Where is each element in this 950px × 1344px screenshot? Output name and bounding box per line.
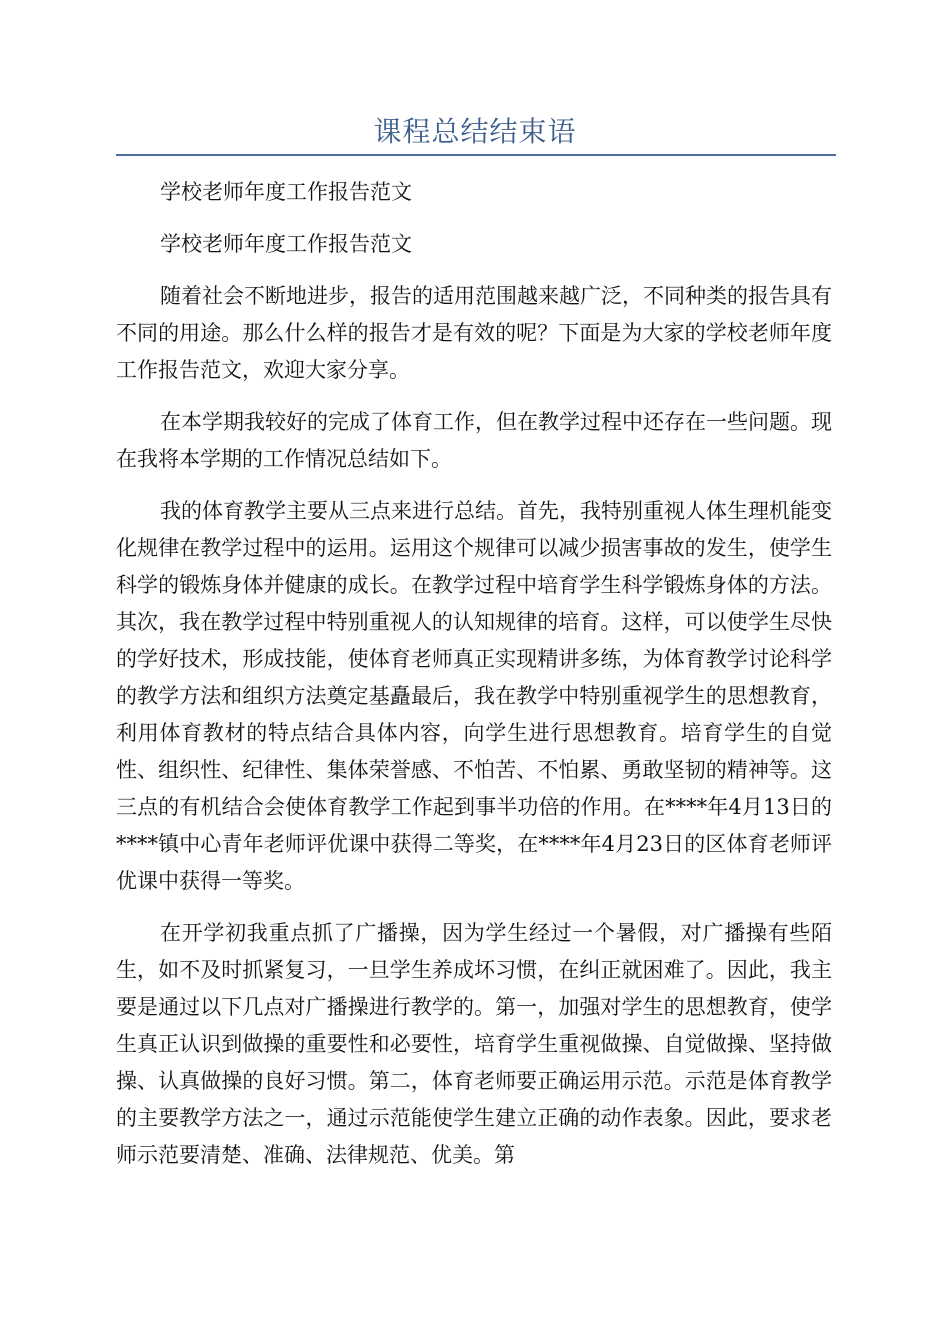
- document-title: 课程总结结束语: [373, 115, 577, 148]
- paragraph: 学校老师年度工作报告范文: [160, 232, 412, 256]
- paragraph: 学校老师年度工作报告范文: [160, 180, 412, 204]
- paragraph: 在本学期我较好的完成了体育工作，但在教学过程中还存在一些问题。现在我将本学期的工作情况总结如下。: [116, 410, 832, 471]
- paragraph: 在开学初我重点抓了广播操，因为学生经过一个暑假，对广播操有些陌生，如不及时抓紧复习，一旦学生养成坏习惯，在纠正就困难了。因此，我主要是通过以下几点对广播操进行教学的。第一，加强对学生的思想教育，使学生真正认识到做操的重要性和必要性，培育学生重视做操、自觉做操、坚持做操、认真做操的良好习惯。第二，体育老师要正确运用示范。示范是体育教学的主要教学方法之一，通过示范能使学生建立正确的动作表象。因此，要求老师示范要清楚、准确、法律规范、优美。第: [116, 921, 832, 1167]
- paragraph: 随着社会不断地进步，报告的适用范围越来越广泛，不同种类的报告具有不同的用途。那么什么样的报告才是有效的呢？下面是为大家的学校老师年度工作报告范文，欢迎大家分享。: [116, 284, 832, 382]
- document-body: [116, 174, 832, 1189]
- paragraph: 我的体育教学主要从三点来进行总结。首先，我特别重视人体生理机能变化规律在教学过程中的运用。运用这个规律可以减少损害事故的发生，使学生科学的锻炼身体并健康的成长。在教学过程中培育学生科学锻炼身体的方法。其次，我在教学过程中特别重视人的认知规律的培育。这样，可以使学生尽快的学好技术，形成技能，使体育老师真正实现精讲多练，为体育教学讨论科学的教学方法和组织方法奠定基矗最后，我在教学中特别重视学生的思想教育，利用体育教材的特点结合具体内容，向学生进行思想教育。培育学生的自觉性、组织性、纪律性、集体荣誉感、不怕苦、不怕累、勇敢坚韧的精神等。这三点的有机结合会使体育教学工作起到事半功倍的作用。在****年4月13日的****镇中心青年老师评优课中获得二等奖，在****年4月23日的区体育老师评优课中获得一等奖。: [116, 499, 832, 893]
- title-divider: [116, 154, 836, 156]
